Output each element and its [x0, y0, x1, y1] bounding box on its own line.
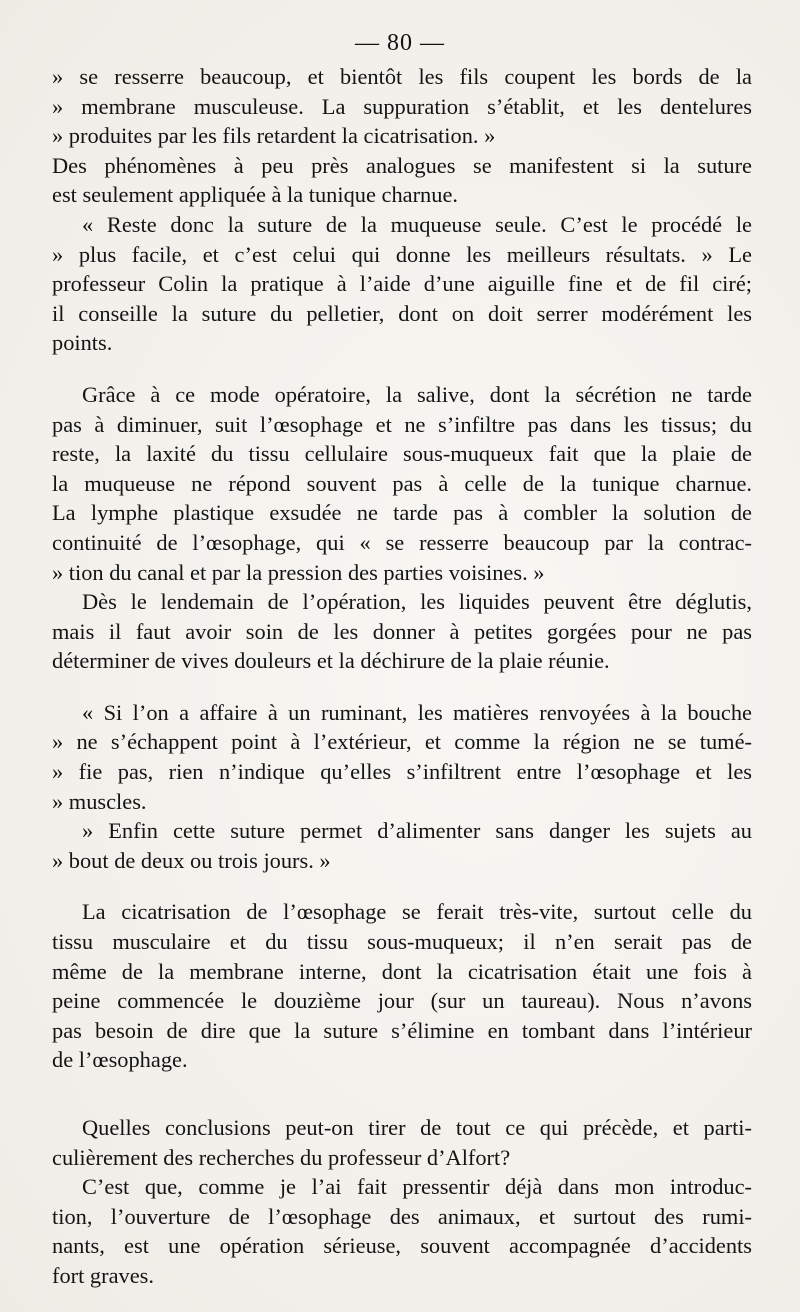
text-line: la muqueuse ne répond souvent pas à celle de la tunique charnue.	[52, 470, 752, 496]
text-line: fort graves.	[52, 1262, 154, 1288]
text-line: professeur Colin la pratique à l’aide d’une aiguille fine et de fil ciré;	[52, 271, 752, 297]
text-line: » membrane musculeuse. La suppuration s’établit, et les dentelures	[52, 93, 752, 119]
paragraph	[52, 698, 752, 816]
paragraph-gap	[52, 358, 752, 380]
paragraph	[52, 1172, 752, 1290]
text-line: continuité de l’œsophage, qui « se resserre beaucoup par la contrac-	[52, 529, 752, 555]
text-line: nants, est une opération sérieuse, souvent accompagnée d’accidents	[52, 1233, 752, 1259]
text-line: tion, l’ouverture de l’œsophage des animaux, et surtout des rumi-	[52, 1203, 752, 1229]
page-number: — 80 —	[355, 30, 445, 56]
text-line: Dès le lendemain de l’opération, les liquides peuvent être déglutis,	[82, 589, 752, 615]
text-line: » tion du canal et par la pression des parties voisines. »	[52, 559, 545, 585]
page-body	[52, 62, 752, 1291]
text-line: pas à diminuer, suit l’œsophage et ne s’infiltre pas dans les tissus; du	[52, 411, 752, 437]
paragraph-gap	[52, 676, 752, 698]
text-line: La cicatrisation de l’œsophage se ferait très-vite, surtout celle du	[82, 899, 752, 925]
paragraph-gap	[52, 1075, 752, 1113]
text-line: Grâce à ce mode opératoire, la salive, dont la sécrétion ne tarde	[82, 381, 752, 407]
text-line: points.	[52, 330, 113, 356]
text-line: » plus facile, et c’est celui qui donne les meilleurs résultats. » Le	[52, 241, 752, 267]
text-line: » fie pas, rien n’indique qu’elles s’infiltrent entre l’œsophage et les	[52, 759, 752, 785]
text-line: il conseille la suture du pelletier, dont on doit serrer modérément les	[52, 300, 752, 326]
paragraph	[52, 587, 752, 676]
text-line: est seulement appliquée à la tunique charnue.	[52, 182, 458, 208]
paragraph	[52, 151, 752, 210]
paragraph	[52, 1113, 752, 1172]
text-line: Quelles conclusions peut-on tirer de tout ce qui précède, et parti-	[82, 1115, 752, 1140]
text-line: pas besoin de dire que la suture s’élimine en tombant dans l’intérieur	[52, 1017, 752, 1043]
text-line: mais il faut avoir soin de les donner à petites gorgées pour ne pas	[52, 618, 752, 644]
text-line: « Reste donc la suture de la muqueuse seule. C’est le procédé le	[82, 211, 752, 237]
text-line: même de la membrane interne, dont la cicatrisation était une fois à	[52, 958, 752, 984]
text-line: tissu musculaire et du tissu sous-muqueux; il n’en serait pas de	[52, 929, 752, 955]
paragraph	[52, 380, 752, 587]
paragraph	[52, 62, 752, 151]
text-line: C’est que, comme je l’ai fait pressentir déjà dans mon introduc-	[82, 1174, 752, 1200]
text-line: La lymphe plastique exsudée ne tarde pas à combler la solution de	[52, 500, 752, 526]
text-line: Des phénomènes à peu près analogues se manifestent si la suture	[52, 152, 752, 178]
text-line: » se resserre beaucoup, et bientôt les fils coupent les bords de la	[52, 64, 752, 89]
paragraph-gap	[52, 875, 752, 897]
text-line: de l’œsophage.	[52, 1047, 188, 1073]
text-line: déterminer de vives douleurs et la déchirure de la plaie réunie.	[52, 648, 610, 674]
text-line: reste, la laxité du tissu cellulaire sous-muqueux fait que la plaie de	[52, 441, 752, 467]
text-line: » ne s’échappent point à l’extérieur, et comme la région ne se tumé-	[52, 729, 752, 755]
paragraph	[52, 897, 752, 1075]
text-line: » produites par les fils retardent la cicatrisation. »	[52, 123, 496, 149]
paragraph	[52, 816, 752, 875]
paragraph	[52, 210, 752, 358]
text-line: culièrement des recherches du professeur d’Alfort?	[52, 1144, 511, 1170]
text-line: » bout de deux ou trois jours. »	[52, 847, 331, 873]
text-line: peine commencée le douzième jour (sur un taureau). Nous n’avons	[52, 988, 752, 1014]
text-line: » muscles.	[52, 788, 147, 814]
text-line: » Enfin cette suture permet d’alimenter sans danger les sujets au	[82, 818, 752, 844]
text-line: « Si l’on a affaire à un ruminant, les matières renvoyées à la bouche	[82, 699, 752, 725]
